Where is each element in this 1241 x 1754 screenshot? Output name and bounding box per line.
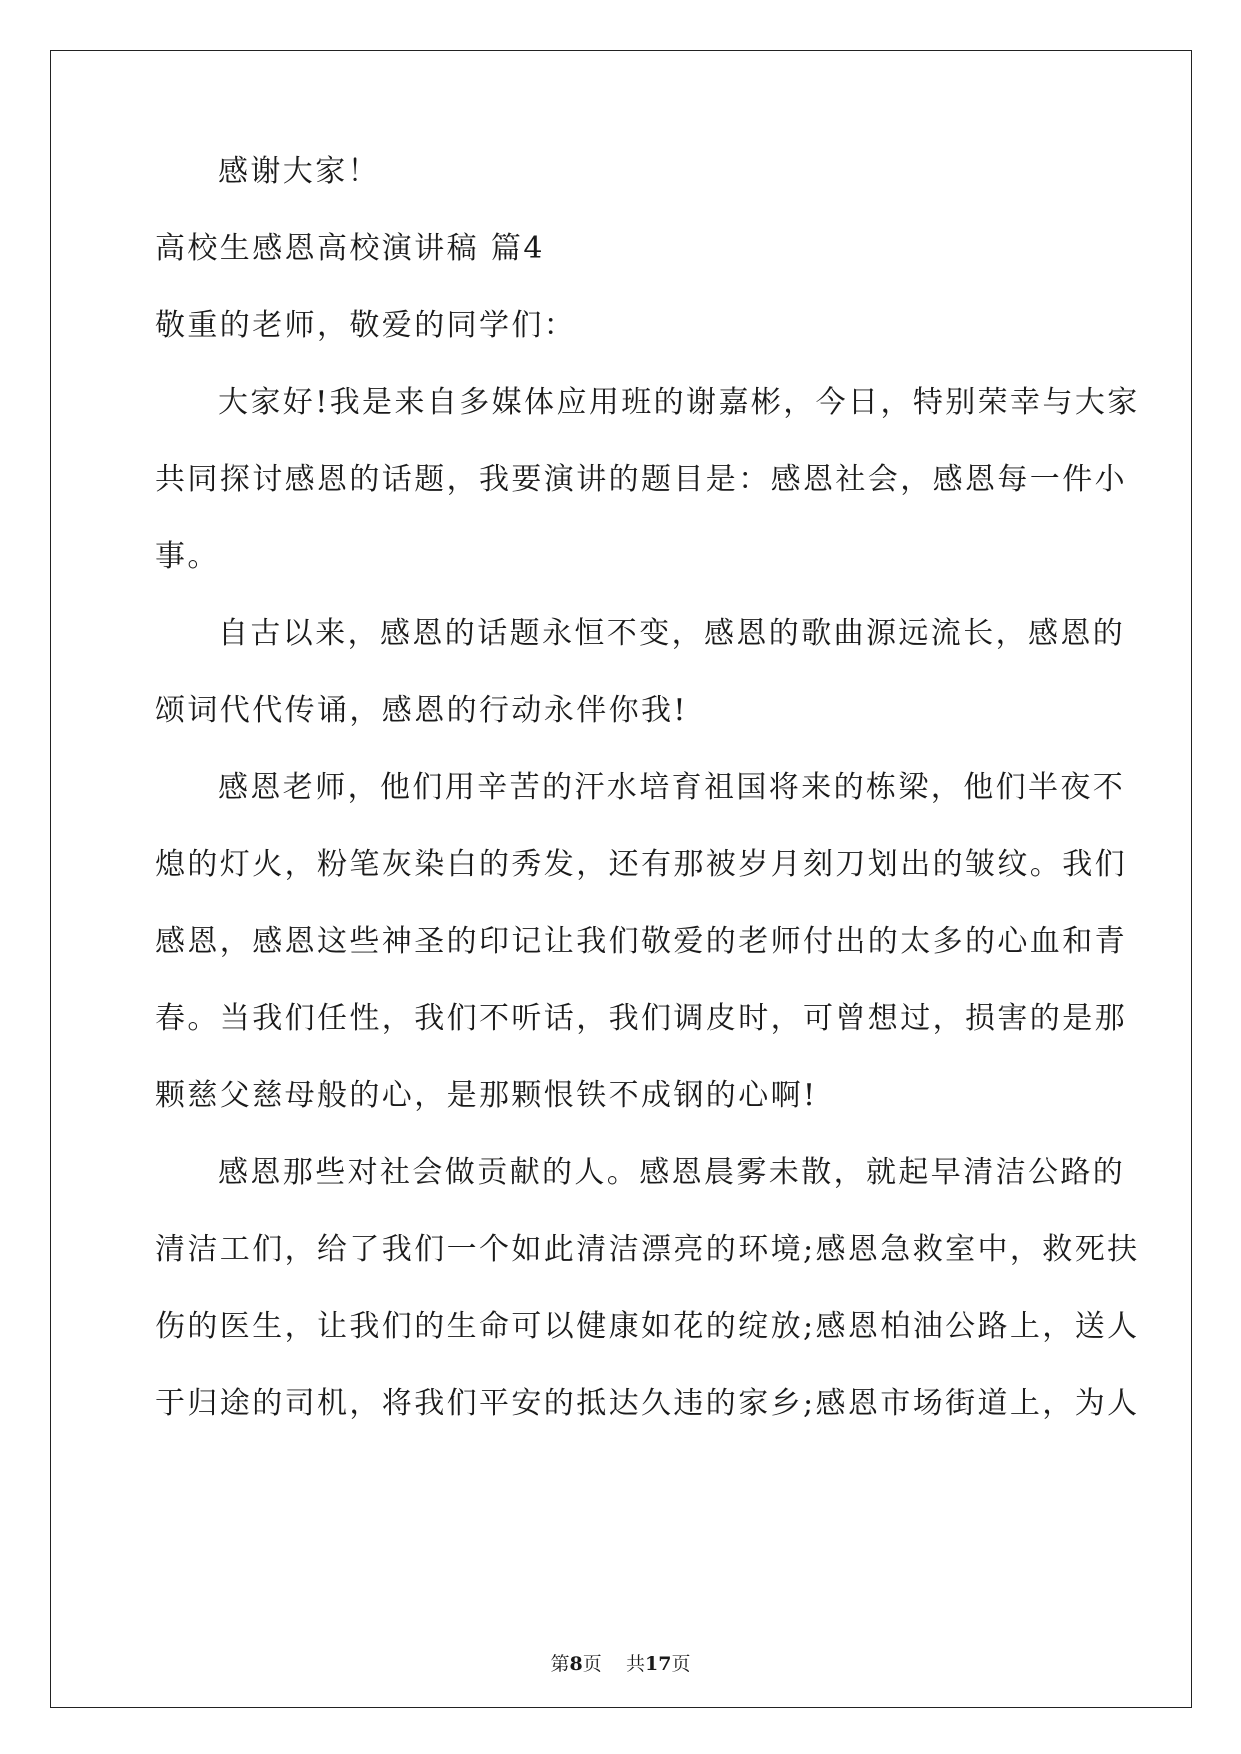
footer-page-word: 页: [582, 1653, 602, 1675]
body-line: 共同探讨感恩的话题，我要演讲的题目是：感恩社会，感恩每一件小: [155, 462, 1127, 497]
body-line: 颗慈父慈母般的心，是那颗恨铁不成钢的心啊!: [155, 1078, 818, 1113]
closing-line: 感谢大家！: [218, 154, 380, 189]
body-line: 感恩那些对社会做贡献的人。感恩晨雾未散，就起早清洁公路的: [218, 1155, 1126, 1190]
body-line: 春。当我们任性，我们不听话，我们调皮时，可曾想过，损害的是那: [155, 1001, 1127, 1036]
body-line: 自古以来，感恩的话题永恒不变，感恩的歌曲源远流长，感恩的: [218, 616, 1126, 651]
body-line: 伤的医生，让我们的生命可以健康如花的绽放;感恩柏油公路上，送人: [155, 1309, 1140, 1344]
total-pages-number: 17: [644, 1653, 672, 1675]
body-line: 颂词代代传诵，感恩的行动永伴你我!: [155, 693, 688, 728]
section-heading: 高校生感恩高校演讲稿 篇4: [155, 231, 545, 266]
footer-prefix: 第: [550, 1653, 570, 1675]
body-line: 事。: [155, 539, 220, 574]
salutation-line: 敬重的老师，敬爱的同学们：: [155, 308, 577, 343]
body-line: 大家好!我是来自多媒体应用班的谢嘉彬，今日，特别荣幸与大家: [218, 385, 1140, 420]
body-line: 清洁工们，给了我们一个如此清洁漂亮的环境;感恩急救室中，救死扶: [155, 1232, 1140, 1267]
current-page-number: 8: [569, 1653, 583, 1675]
body-line: 感恩老师，他们用辛苦的汗水培育祖国将来的栋梁，他们半夜不: [218, 770, 1126, 805]
footer-total-prefix: 共: [625, 1653, 645, 1675]
page-footer: [0, 1652, 1241, 1676]
footer-total-suffix: 页: [671, 1653, 691, 1675]
body-line: 感恩，感恩这些神圣的印记让我们敬爱的老师付出的太多的心血和青: [155, 924, 1127, 959]
body-line: 熄的灯火，粉笔灰染白的秀发，还有那被岁月刻刀划出的皱纹。我们: [155, 847, 1127, 882]
body-line: 于归途的司机，将我们平安的抵达久违的家乡;感恩市场街道上，为人: [155, 1386, 1140, 1421]
